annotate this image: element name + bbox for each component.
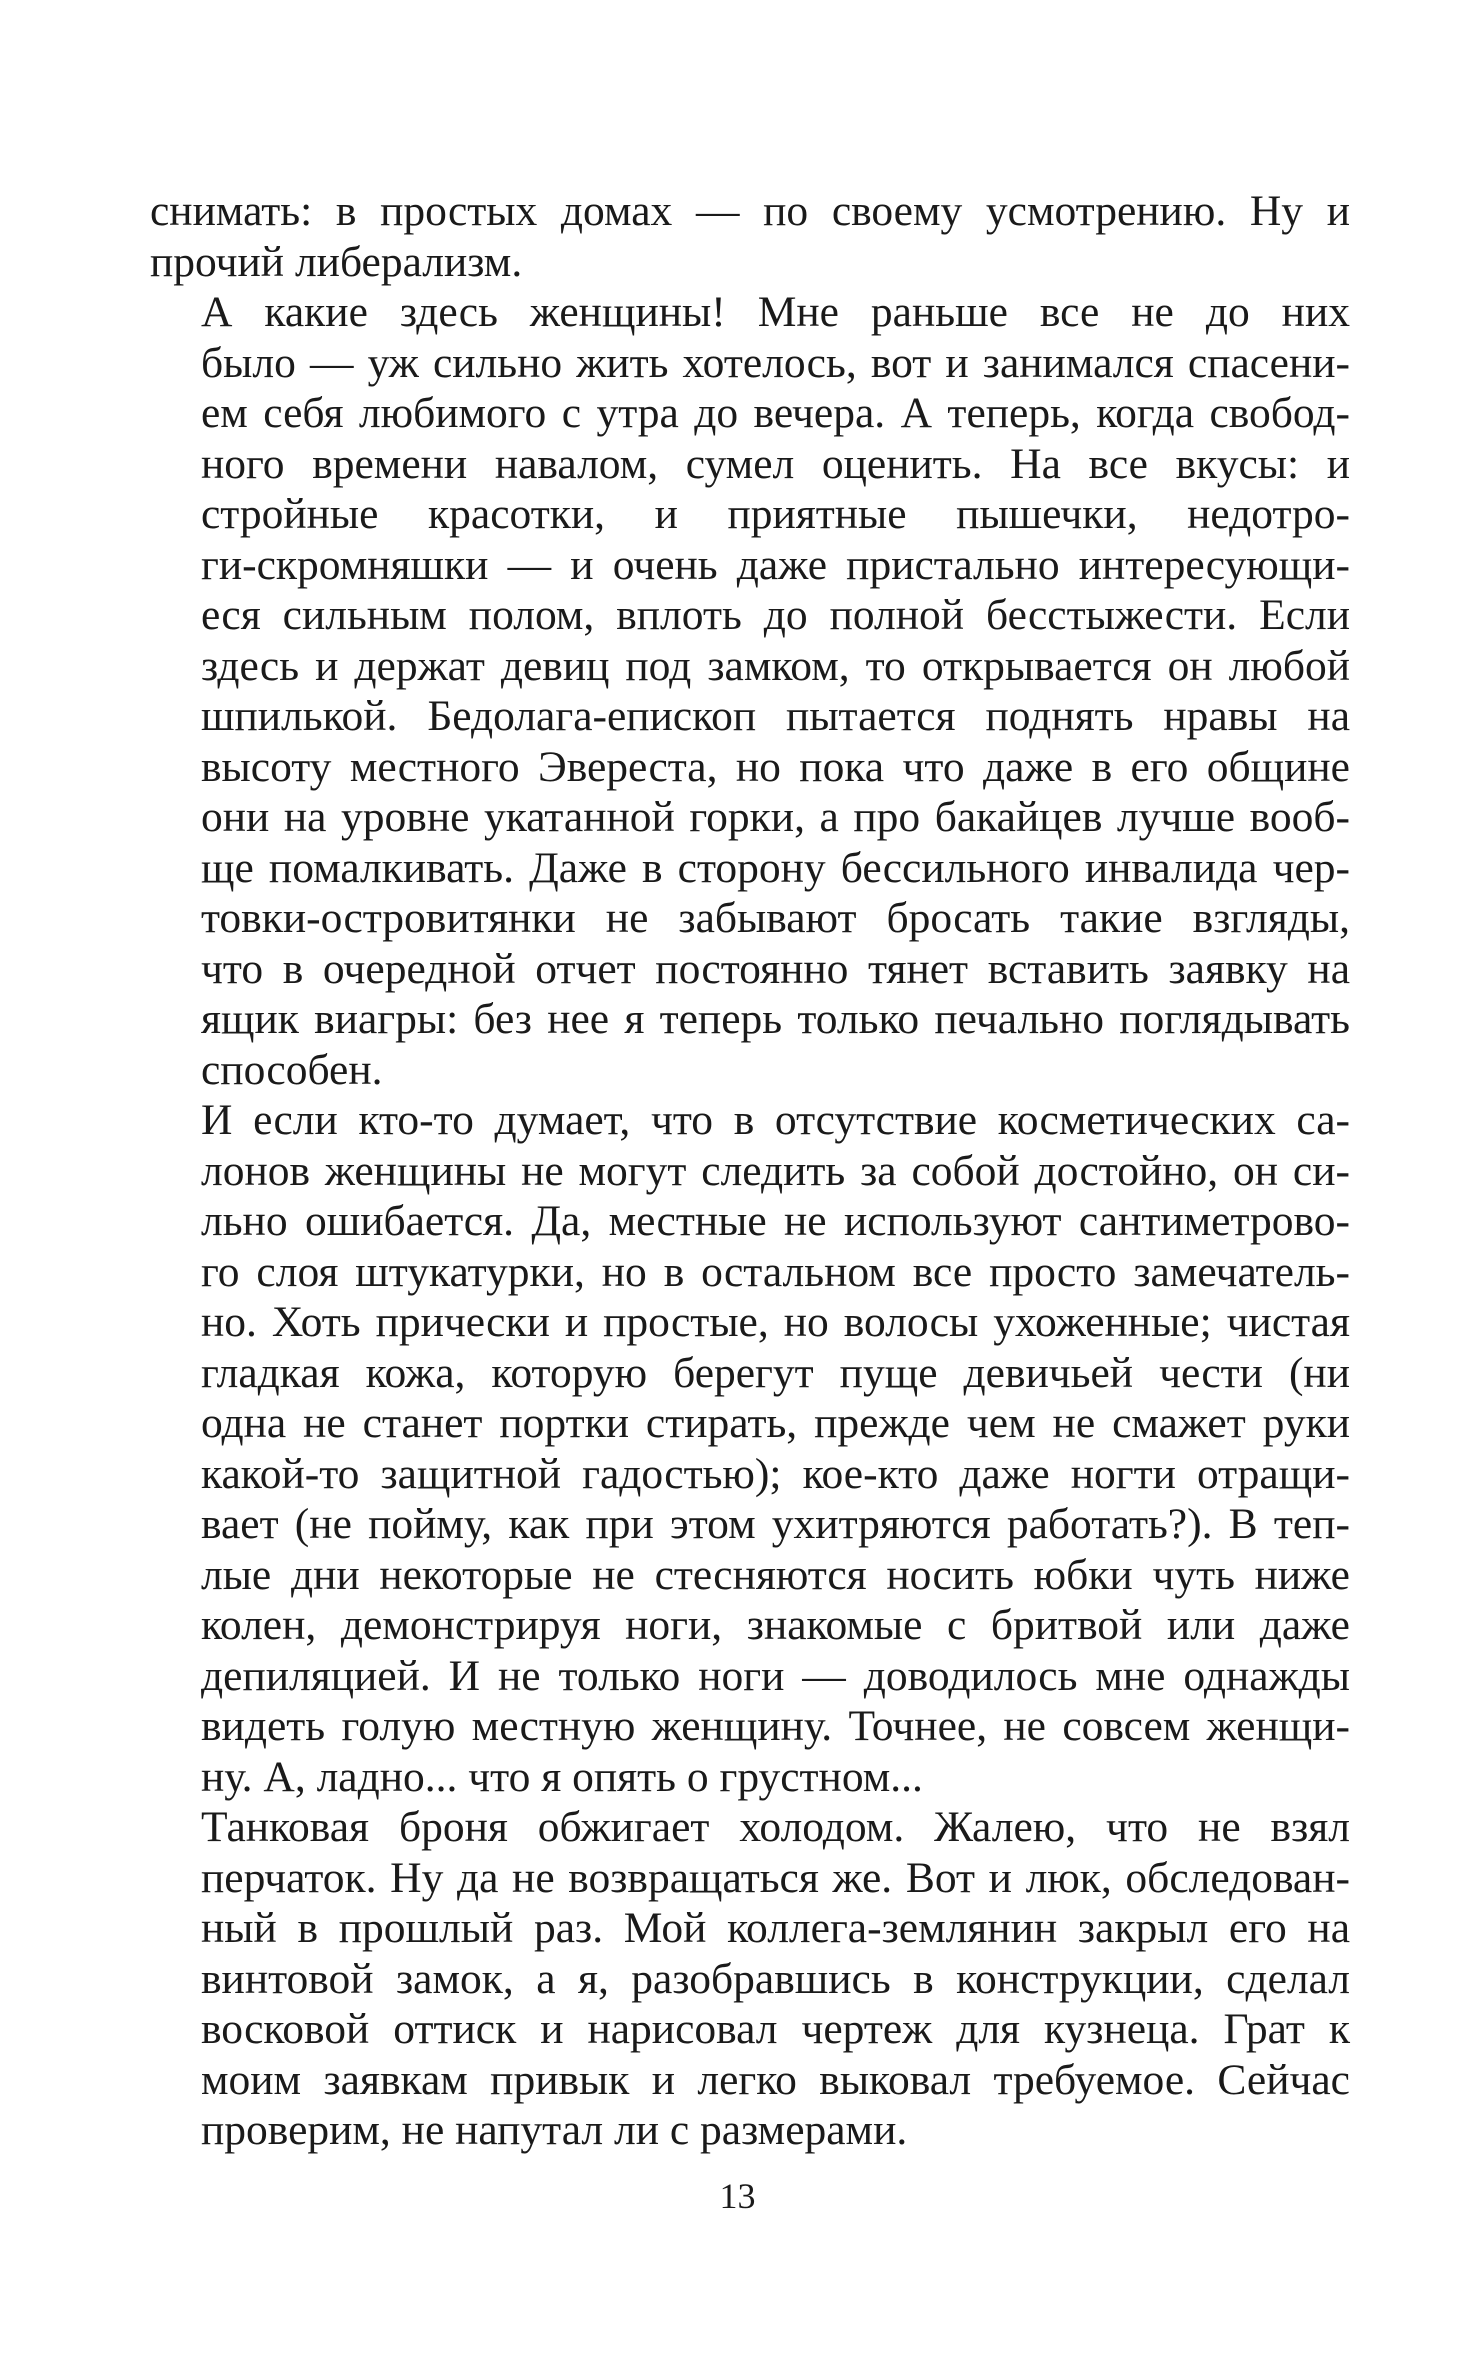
text-line: здесь и держат девиц под замком, то открывается он любой: [201, 641, 1350, 690]
text-line: было — уж сильно жить хотелось, вот и занимался спасени-: [201, 338, 1350, 387]
page-number: 13: [719, 2176, 756, 2216]
text-line: они на уровне укатанной горки, а про бакайцев лучше вооб-: [201, 793, 1350, 841]
text-line: А какие здесь женщины! Мне раньше все не до них: [201, 288, 1350, 336]
text-line: лые дни некоторые не стесняются носить юбки чуть ниже: [201, 1550, 1350, 1599]
paragraph: [150, 287, 1350, 1095]
text-line: способен.: [201, 1045, 383, 1094]
text-line: шпилькой. Бедолага-епископ пытается поднять нравы на: [201, 692, 1350, 740]
paragraph: [150, 1802, 1350, 2156]
text-line: восковой оттиск и нарисовал чертеж для кузнеца. Грат к: [201, 2005, 1350, 2053]
text-line: ну. А, ладно... что я опять о грустном...: [201, 1752, 923, 1801]
text-line: еся сильным полом, вплоть до полной бесстыжести. Если: [201, 591, 1350, 639]
paragraph: [150, 1095, 1350, 1802]
text-line: Танковая броня обжигает холодом. Жалею, что не взял: [201, 1803, 1350, 1851]
text-line: стройные красотки, и приятные пышечки, недотро-: [201, 490, 1350, 538]
text-line: депиляцией. И не только ноги — доводилось мне однажды: [201, 1651, 1350, 1700]
text-line: прочий либерализм.: [150, 237, 523, 286]
text-line: вает (не пойму, как при этом ухитряются работать?). В теп-: [201, 1500, 1350, 1548]
text-line: перчаток. Ну да не возвращаться же. Вот и люк, обследован-: [201, 1853, 1350, 1902]
text-line: лонов женщины не могут следить за собой достойно, он си-: [201, 1146, 1350, 1195]
text-line: какой-то защитной гадостью); кое-кто даже ногти отращи-: [201, 1449, 1350, 1498]
text-line: льно ошибается. Да, местные не используют сантиметрово-: [201, 1197, 1350, 1245]
page-body: [150, 186, 1350, 2156]
text-line: ще помалкивать. Даже в сторону бессильного инвалида чер-: [201, 843, 1350, 892]
text-line: высоту местного Эвереста, но пока что даже в его общине: [201, 742, 1350, 791]
text-line: ги-скромняшки — и очень даже пристально интересующи-: [201, 540, 1350, 589]
text-line: И если кто-то думает, что в отсутствие косметических са-: [201, 1096, 1350, 1144]
text-line: но. Хоть прически и простые, но волосы ухоженные; чистая: [201, 1298, 1350, 1346]
text-line: одна не станет портки стирать, прежде чем не смажет руки: [201, 1399, 1350, 1447]
text-line: ем себя любимого с утра до вечера. А теперь, когда свобод-: [201, 389, 1350, 437]
text-line: винтовой замок, а я, разобравшись в конструкции, сделал: [201, 1954, 1350, 2003]
text-line: что в очередной отчет постоянно тянет вставить заявку на: [201, 944, 1350, 993]
text-line: колен, демонстрируя ноги, знакомые с бритвой или даже: [201, 1601, 1350, 1649]
text-line: проверим, не напутал ли с размерами.: [201, 2106, 908, 2154]
text-line: товки-островитянки не забывают бросать такие взгляды,: [201, 894, 1350, 942]
text-line: видеть голую местную женщину. Точнее, не совсем женщи-: [201, 1702, 1350, 1750]
text-line: гладкая кожа, которую берегут пуще девичьей чести (ни: [201, 1348, 1350, 1397]
text-line: ного времени навалом, сумел оценить. На все вкусы: и: [201, 439, 1350, 488]
text-line: моим заявкам привык и легко выковал требуемое. Сейчас: [201, 2055, 1350, 2104]
paragraph: [150, 186, 1350, 287]
text-line: ный в прошлый раз. Мой коллега-землянин закрыл его на: [201, 1904, 1350, 1952]
text-line: го слоя штукатурки, но в остальном все просто замечатель-: [201, 1247, 1350, 1296]
text-line: ящик виагры: без нее я теперь только печально поглядывать: [201, 995, 1350, 1043]
text-line: снимать: в простых домах — по своему усмотрению. Ну и: [150, 187, 1350, 235]
